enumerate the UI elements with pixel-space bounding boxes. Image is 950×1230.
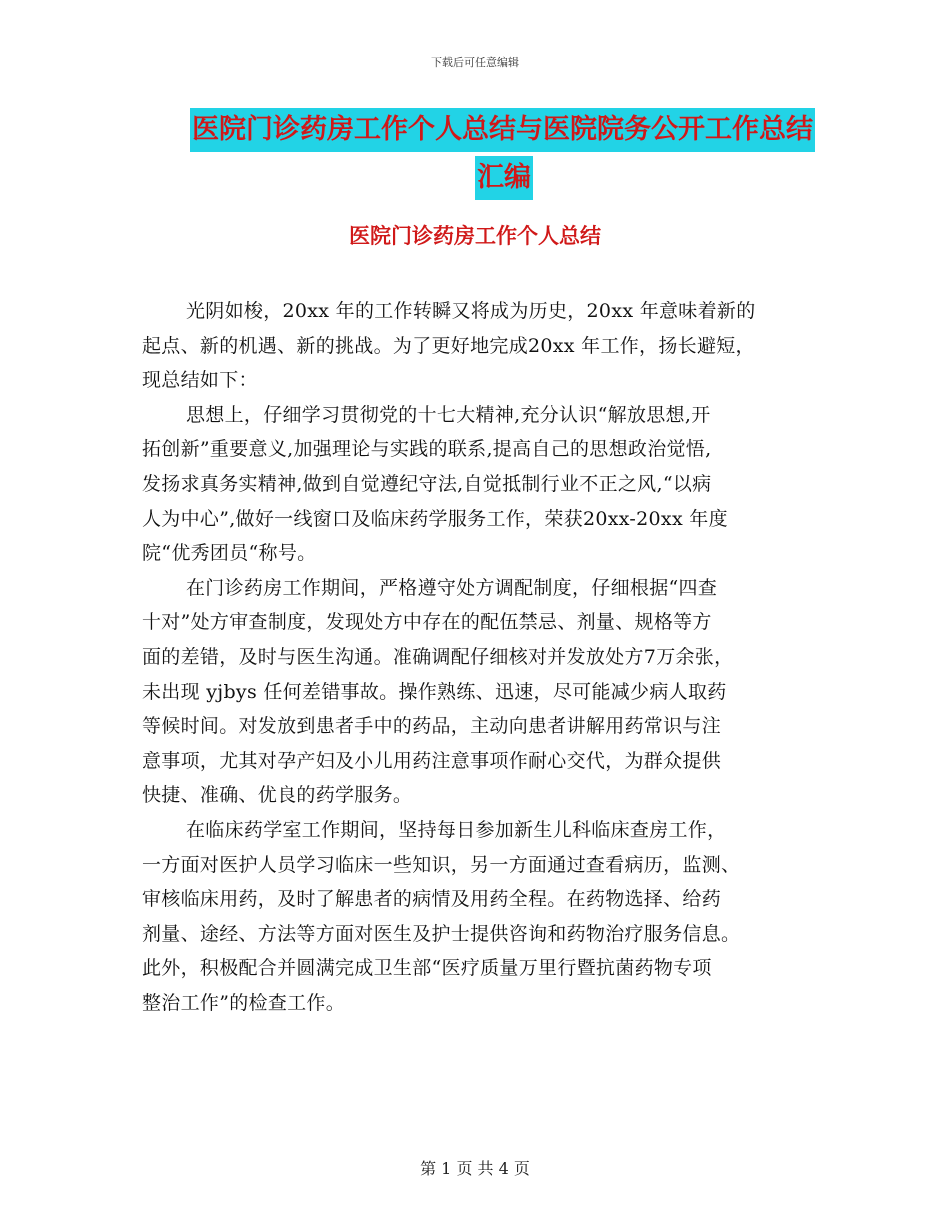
paragraph-line: 院“优秀团员“称号。 (142, 542, 317, 565)
section-title: 医院门诊药房工作个人总结 (349, 224, 601, 248)
paragraph-line: 思想上，仔细学习贯彻党的十七大精神,充分认识“解放思想,开 (186, 403, 711, 426)
paragraph-line: 面的差错，及时与医生沟通。准确调配仔细核对并发放处方7万余张， (142, 645, 734, 668)
paragraph-line: 意事项，尤其对孕产妇及小儿用药注意事项作耐心交代，为群众提供 (142, 749, 722, 772)
paragraph-line: 快捷、准确、优良的药学服务。 (142, 784, 413, 807)
paragraph-line: 十对”处方审查制度，发现处方中存在的配伍禁忌、剂量、规格等方 (142, 611, 712, 634)
paragraph-line: 剂量、途经、方法等方面对医生及护士提供咨询和药物治疗服务信息。 (142, 922, 741, 945)
document-title-line-1: 医院门诊药房工作个人总结与医院院务公开工作总结 (190, 108, 815, 152)
paragraph-line: 一方面对医护人员学习临床一些知识，另一方面通过查看病历，监测、 (142, 853, 741, 876)
document-title-line-2: 汇编 (475, 156, 533, 200)
document-title (190, 108, 813, 200)
header-note: 下载后可任意编辑 (431, 56, 519, 69)
paragraph-line: 起点、新的机遇、新的挑战。为了更好地完成20xx 年工作，扬长避短， (142, 334, 755, 357)
paragraph-line: 在门诊药房工作期间，严格遵守处方调配制度，仔细根据“四查 (186, 576, 718, 599)
paragraph-line: 拓创新”重要意义,加强理论与实践的联系,提高自己的思想政治觉悟, (142, 438, 712, 461)
paragraph-line: 此外，积极配合并圆满完成卫生部“医疗质量万里行暨抗菌药物专项 (142, 957, 712, 980)
body-text (142, 294, 812, 1020)
paragraph-line: 整治工作”的检查工作。 (142, 991, 346, 1014)
paragraph-line: 在临床药学室工作期间，坚持每日参加新生儿科临床查房工作， (186, 818, 727, 841)
page-footer: 第 1 页 共 4 页 (420, 1159, 530, 1178)
paragraph-line: 人为中心”,做好一线窗口及临床药学服务工作，荣获20xx-20xx 年度 (142, 507, 728, 530)
paragraph-line: 审核临床用药，及时了解患者的病情及用药全程。在药物选择、给药 (142, 888, 722, 911)
paragraph-line: 等候时间。对发放到患者手中的药品，主动向患者讲解用药常识与注 (142, 715, 722, 738)
paragraph-line: 光阴如梭，20xx 年的工作转瞬又将成为历史，20xx 年意味着新的 (186, 300, 756, 322)
paragraph-line: 现总结如下： (142, 369, 258, 392)
paragraph-line: 未出现 yjbys 任何差错事故。操作熟练、迅速，尽可能减少病人取药 (142, 680, 727, 703)
paragraph-line: 发扬求真务实精神,做到自觉遵纪守法,自觉抵制行业不正之风,“以病 (142, 472, 712, 495)
